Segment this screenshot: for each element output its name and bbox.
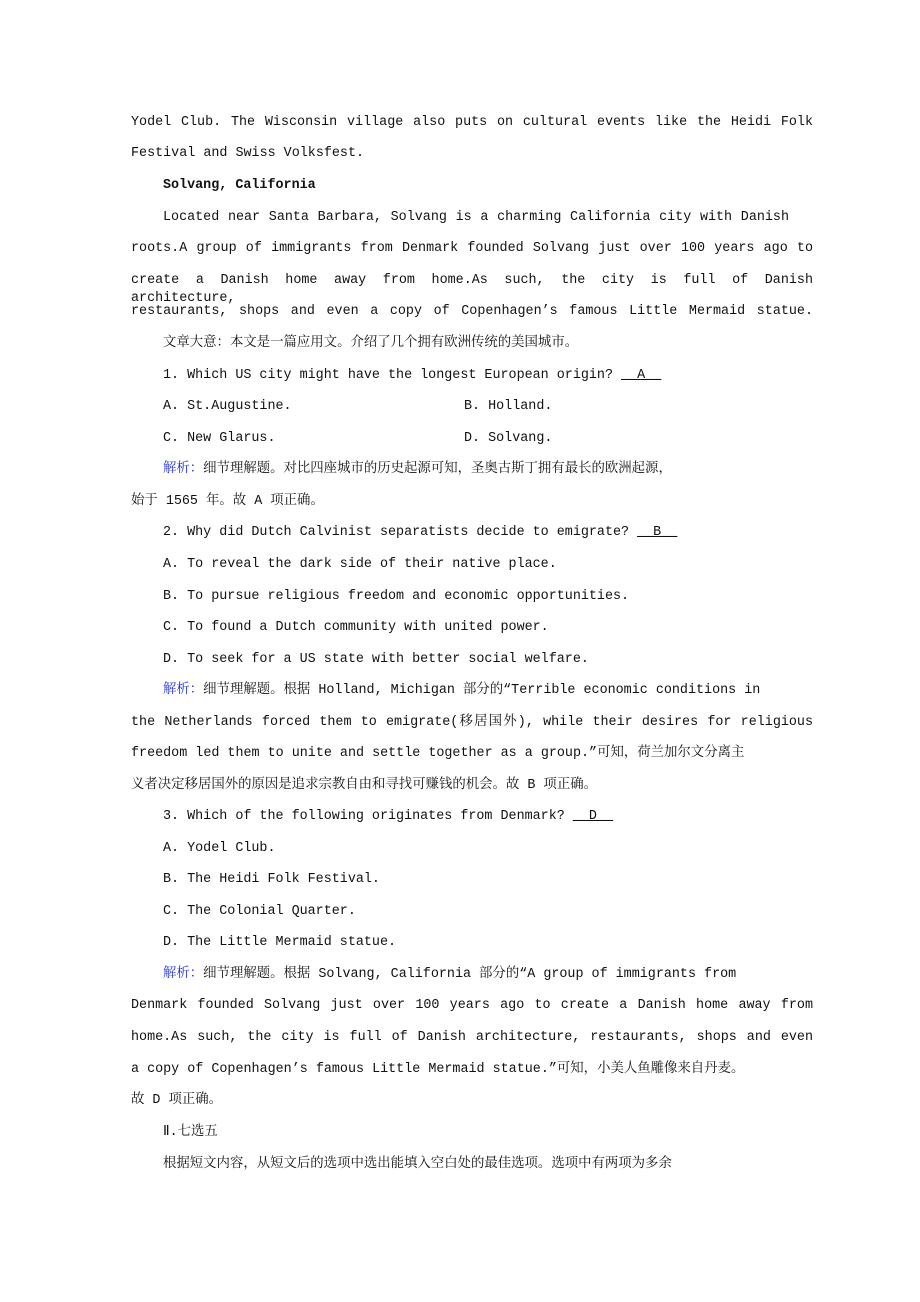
answer-blank: __D__: [572, 809, 614, 824]
option-row: C. To found a Dutch community with united power.: [163, 620, 549, 635]
analysis-line: the Netherlands forced them to emigrate(移居国外), while their desires for religious: [131, 715, 813, 730]
answer-blank: __A__: [621, 368, 662, 383]
instruction-line: 根据短文内容，从短文后的选项中选出能填入空白处的最佳选项。选项中有两项为多余: [163, 1157, 672, 1172]
option-row: D. Solvang.: [464, 431, 553, 446]
option-row: A. St.Augustine.: [163, 399, 292, 414]
body-text-line: Festival and Swiss Volksfest.: [131, 146, 365, 161]
analysis-text: 细节理解题。对比四座城市的历史起源可知，圣奥古斯丁拥有最长的欧洲起源，: [203, 462, 672, 477]
option-row: C. New Glarus.: [163, 431, 276, 446]
option-row: D. To seek for a US state with better social welfare.: [163, 652, 589, 667]
option-row: D. The Little Mermaid statue.: [163, 935, 397, 950]
analysis-line: 义者决定移居国外的原因是追求宗教自由和寻找可赚钱的机会。故 B 项正确。: [131, 778, 597, 793]
option-row: A. To reveal the dark side of their native place.: [163, 557, 557, 572]
analysis-line: [163, 966, 736, 984]
analysis-line: [163, 682, 760, 700]
question-text: 3. Which of the following originates from Denmark?: [163, 809, 573, 824]
analysis-label: 解析：: [163, 967, 204, 982]
question-1: [163, 367, 661, 385]
analysis-text: 细节理解题。根据 Solvang, California 部分的“A group of immigrants from: [203, 967, 737, 982]
summary-line: 文章大意：本文是一篇应用文。介绍了几个拥有欧洲传统的美国城市。: [163, 336, 579, 351]
option-row: A. Yodel Club.: [163, 841, 276, 856]
body-text-line: restaurants, shops and even a copy of Copenhagen’s famous Little Mermaid statue.: [131, 304, 813, 319]
body-text-line: Located near Santa Barbara, Solvang is a charming California city with Danish: [163, 210, 789, 225]
analysis-line: [163, 461, 672, 479]
question-2: [163, 524, 677, 542]
analysis-text: 细节理解题。根据 Holland, Michigan 部分的“Terrible economic conditions in: [203, 683, 761, 698]
analysis-line: 始于 1565 年。故 A 项正确。: [131, 494, 324, 509]
analysis-line: freedom led them to unite and settle together as a group.”可知，荷兰加尔文分离主: [131, 746, 745, 761]
option-row: C. The Colonial Quarter.: [163, 904, 356, 919]
analysis-line: 故 D 项正确。: [131, 1093, 223, 1108]
body-text-line: roots.A group of immigrants from Denmark founded Solvang just over 100 years ago to: [131, 241, 813, 256]
analysis-label: 解析：: [163, 462, 204, 477]
option-row: B. To pursue religious freedom and economic opportunities.: [163, 589, 630, 604]
analysis-line: home.As such, the city is full of Danish architecture, restaurants, shops and even: [131, 1030, 813, 1045]
body-text-line: Yodel Club. The Wisconsin village also puts on cultural events like the Heidi Folk: [131, 115, 813, 130]
analysis-label: 解析：: [163, 683, 204, 698]
body-text-line: create a Danish home away from home.As such, the city is full of Danish architecture,: [131, 273, 813, 306]
analysis-line: a copy of Copenhagen’s famous Little Mermaid statue.”可知，小美人鱼雕像来自丹麦。: [131, 1062, 745, 1077]
section-heading: Solvang, California: [163, 178, 316, 193]
question-text: 2. Why did Dutch Calvinist separatists decide to emigrate?: [163, 525, 638, 540]
analysis-line: Denmark founded Solvang just over 100 years ago to create a Danish home away from: [131, 998, 813, 1013]
section-heading: Ⅱ.七选五: [163, 1125, 218, 1140]
option-row: B. Holland.: [464, 399, 553, 414]
question-3: [163, 808, 613, 826]
question-text: 1. Which US city might have the longest European origin?: [163, 368, 622, 383]
option-row: B. The Heidi Folk Festival.: [163, 872, 380, 887]
answer-blank: __B__: [637, 525, 678, 540]
